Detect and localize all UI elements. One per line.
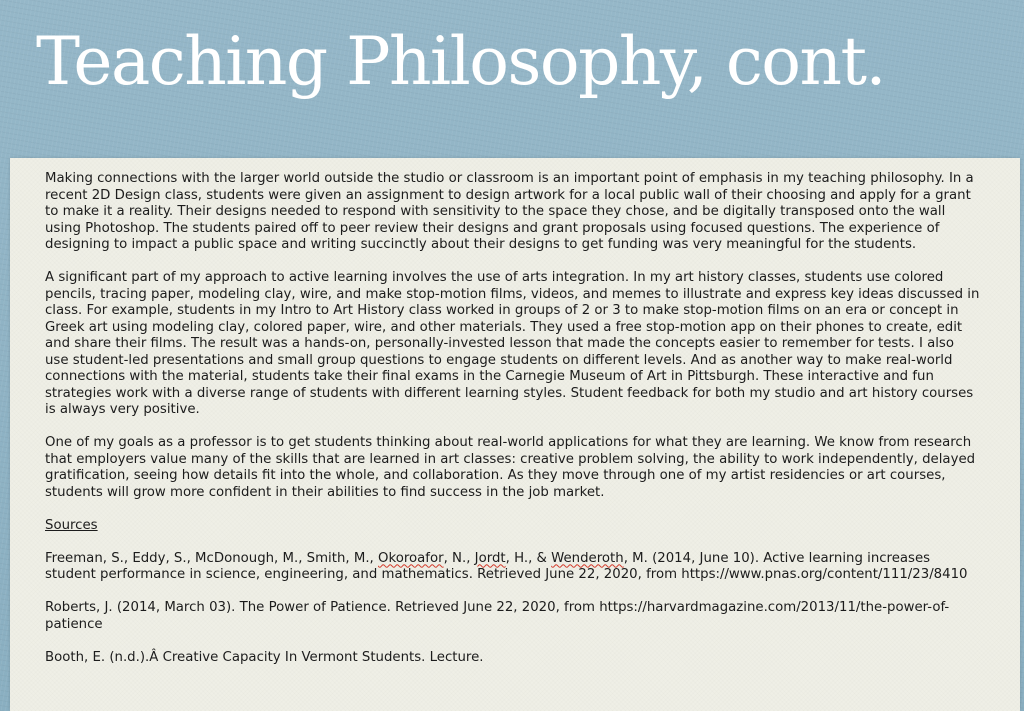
text-panel [10,158,1020,711]
source-freeman-author-wenderoth: Wenderoth [551,550,624,566]
source-freeman-part-4: , M. (2014, June 10). Active learning increases student performance in science, engineering, and mathematics. Retrieved June 22, 2020, from https://www.pnas.org/content/111/23/8410 [45,550,968,582]
paragraph-arts-integration: A significant part of my approach to active learning involves the use of arts integration. In my art history classes, students use colored pencils, tracing paper, modeling clay, wire, and make stop-motion films, videos, and memes to illustrate and express key ideas discussed in class. For example, students in my Intro to Art History class worked in groups of 2 or 3 to make stop-motion films on an era or concept in Greek art using modeling clay, colored paper, wire, and other materials. They used a free stop-motion app on their phones to create, edit and share their films. The result was a hands-on, personally-invested lesson that made the concepts easier to remember for tests. I also use student-led presentations and small group questions to engage students on different levels. And as another way to make real-world connections with the material, students take their final exams in the Carnegie Museum of Art in Pittsburgh. These interactive and fun strategies work with a diverse range of students with different learning styles. Student feedback for both my studio and art history courses is always very positive. [45,270,980,417]
source-freeman-part-2: , N., [443,550,475,566]
source-freeman-part-3: , H., & [505,550,552,566]
source-freeman-author-jordt: Jordt [474,550,506,566]
slide-title: Teaching Philosophy, cont. [36,23,886,100]
source-freeman-part-1: Freeman, S., Eddy, S., McDonough, M., Smith, M., [45,550,378,566]
sources-heading: Sources [45,517,98,533]
source-freeman-author-okoroafor: Okoroafor [378,550,444,566]
source-roberts: Roberts, J. (2014, March 03). The Power of Patience. Retrieved June 22, 2020, from https://harvardmagazine.com/2013/11/the-power-of-patience [45,600,950,632]
source-booth: Booth, E. (n.d.).Â Creative Capacity In Vermont Students. Lecture. [45,649,484,665]
text-content [45,171,980,683]
paragraph-community-connections: Making connections with the larger world outside the studio or classroom is an important point of emphasis in my teaching philosophy. In a recent 2D Design class, students were given an assignment to design artwork for a local public wall of their choosing and apply for a grant to make it a reality. Their designs needed to respond with sensitivity to the space they chose, and be digitally transposed onto the wall using Photoshop. The students paired off to peer review their designs and grant proposals using focused questions. The experience of designing to impact a public space and writing succinctly about their designs to get funding was very meaningful for the students. [45,171,974,252]
source-freeman [45,551,980,584]
paragraph-real-world-goals: One of my goals as a professor is to get students thinking about real-world applications for what they are learning. We know from research that employers value many of the skills that are learned in art classes: creative problem solving, the ability to work independently, delayed gratification, seeing how details fit into the whole, and collaboration. As they move through one of my artist residencies or art courses, students will grow more confident in their abilities to find success in the job market. [45,435,976,500]
